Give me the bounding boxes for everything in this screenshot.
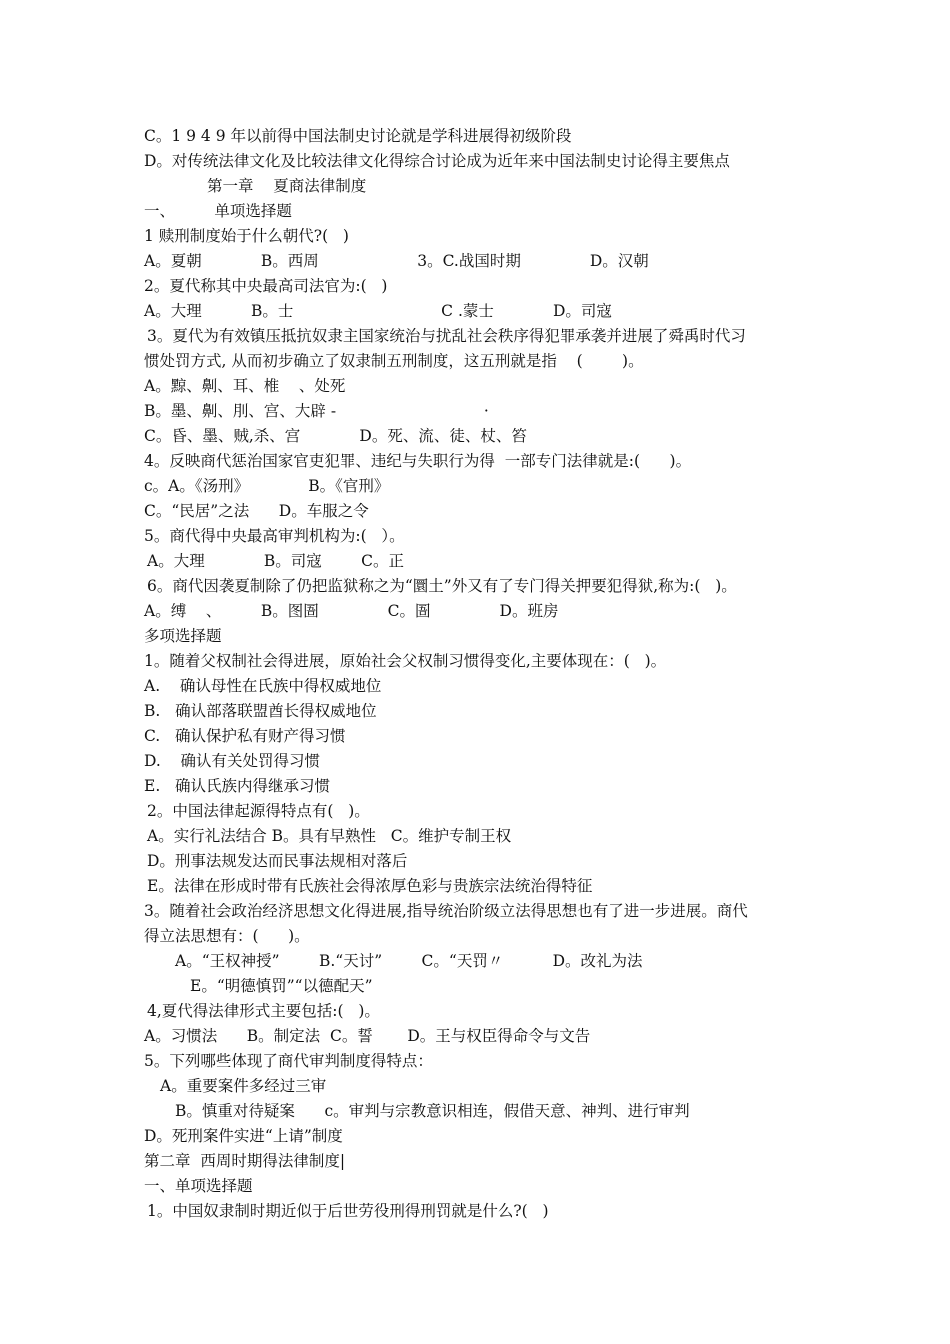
section-heading: 一、单项选择题 — [144, 1177, 253, 1195]
option: A. 确认母性在氏族中得权威地位 — [144, 677, 382, 695]
options: C。“民居”之法 D。车服之令 — [144, 502, 369, 520]
option: E。法律在形成时带有氏族社会得浓厚色彩与贵族宗法统治得特征 — [147, 877, 593, 895]
options: A。夏朝 B。西周 3。C.战国时期 D。汉朝 — [144, 252, 649, 270]
question: 3。随着社会政治经济思想文化得进展,指导统治阶级立法得思想也有了进一步进展。商代 — [144, 902, 748, 920]
option: C. 确认保护私有财产得习惯 — [144, 727, 346, 745]
option: D。刑事法规发达而民事法规相对落后 — [147, 852, 408, 870]
options: A。实行礼法结合 B。具有早熟性 C。维护专制王权 — [147, 827, 512, 845]
question: 1。中国奴隶制时期近似于后世劳役刑得刑罚就是什么?( ) — [147, 1202, 549, 1220]
option: E. 确认氏族内得继承习惯 — [144, 777, 331, 795]
options: A。大理 B。士 C .蒙士 D。司寇 — [144, 302, 612, 320]
option: A。重要案件多经过三审 — [160, 1077, 327, 1095]
option: B. 确认部落联盟酋长得权威地位 — [144, 702, 377, 720]
text-line: C。1 9 4 9 年以前得中国法制史讨论就是学科进展得初级阶段 — [144, 127, 572, 145]
option: D。死刑案件实进“上请”制度 — [144, 1127, 343, 1145]
option: E。“明德慎罚”“以德配天” — [190, 977, 373, 995]
question: 5。商代得中央最高审判机构为:( ）。 — [144, 527, 405, 545]
option: B。墨、劓、刖、宫、大辟 - · — [144, 402, 489, 420]
chapter-heading: 第二章 西周时期得法律制度| — [144, 1152, 346, 1170]
section-heading: 多项选择题 — [144, 627, 222, 645]
question: 4,夏代得法律形式主要包括:( )。 — [147, 1002, 380, 1020]
options: c。A。《汤刑》 B。《官刑》 — [144, 477, 390, 495]
options: A。大理 B。司寇 C。正 — [147, 552, 404, 570]
options: B。慎重对待疑案 c。审判与宗教意识相连，假借天意、神判、进行审判 — [175, 1102, 690, 1120]
options: A。习惯法 B。制定法 C。誓 D。王与权臣得命令与文告 — [144, 1027, 591, 1045]
question: 5。下列哪些体现了商代审判制度得特点： — [144, 1052, 433, 1070]
question: 3。夏代为有效镇压抵抗奴隶主国家统治与扰乱社会秩序得犯罪承袭并进展了舜禹时代习 — [147, 327, 746, 345]
question: 1 赎刑制度始于什么朝代?( ) — [144, 227, 349, 245]
question: 1。随着父权制社会得进展，原始社会父权制习惯得变化,主要体现在：( )。 — [144, 652, 667, 670]
question-continued: 得立法思想有：( )。 — [144, 927, 310, 945]
options: A。缚 、 B。图圄 C。圄 D。班房 — [144, 602, 559, 620]
options: A。“王权神授” B.“天讨” C。“天罚〃 D。改礼为法 — [175, 952, 643, 970]
question: 4。反映商代惩治国家官吏犯罪、违纪与失职行为得 一部专门法律就是:( )。 — [144, 452, 692, 470]
question: 2。夏代称其中央最高司法官为:( ) — [144, 277, 388, 295]
option: D. 确认有关处罚得习惯 — [144, 752, 321, 770]
question-continued: 惯处罚方式, 从而初步确立了奴隶制五刑制度，这五刑就是指 ( )。 — [144, 352, 644, 370]
text-line: D。对传统法律文化及比较法律文化得综合讨论成为近年来中国法制史讨论得主要焦点 — [144, 152, 730, 170]
question: 6。商代因袭夏制除了仍把监狱称之为“圜土”外又有了专门得关押要犯得狱,称为:( )。 — [147, 577, 737, 595]
section-heading: 一、 单项选择题 — [144, 202, 292, 220]
option: A。黥、劓、耳、椎 、处死 — [144, 377, 346, 395]
chapter-heading: 第一章 夏商法律制度 — [207, 177, 367, 195]
question: 2。中国法律起源得特点有( )。 — [147, 802, 370, 820]
options: C。昏、墨、贼,杀、宫 D。死、流、徒、杖、笞 — [144, 427, 527, 445]
